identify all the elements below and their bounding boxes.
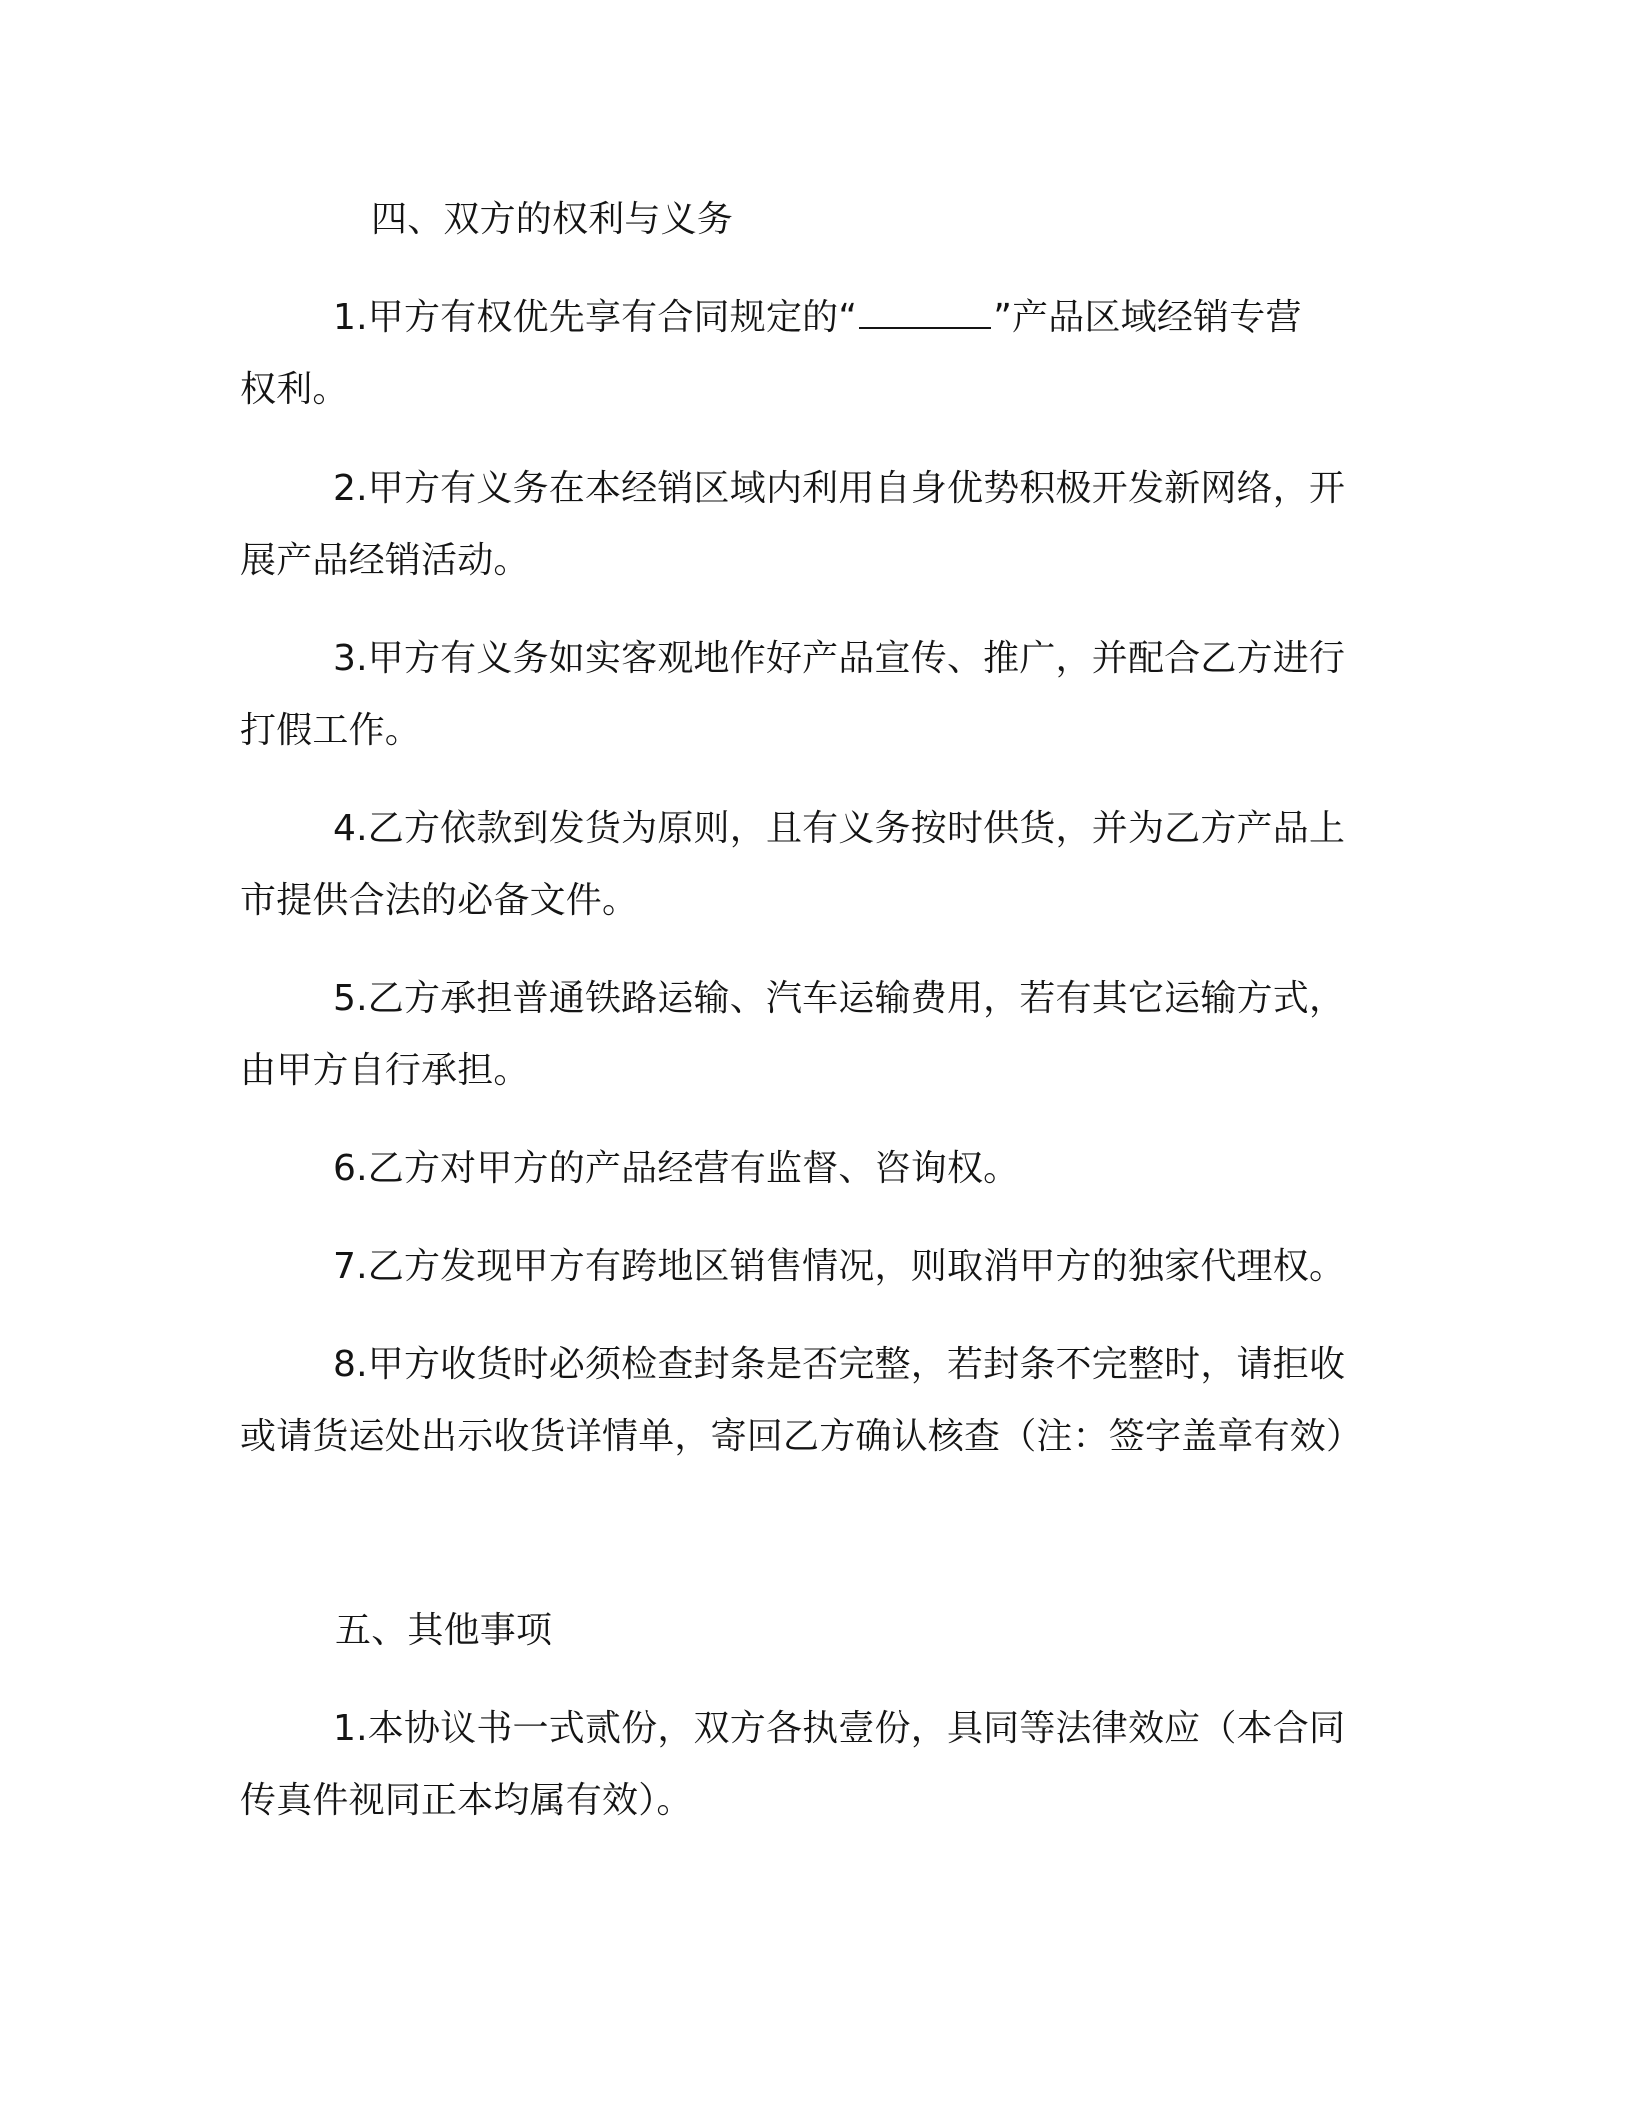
section-5-item-1-line-2: 传真件视同正本均属有效）。 — [240, 1780, 693, 1821]
item-6-line-1: 6.乙方对甲方的产品经营有监督、咨询权。 — [333, 1148, 1020, 1189]
item-4-line-1: 4.乙方依款到发货为原则，且有义务按时供货，并为乙方产品上 — [333, 808, 1346, 849]
section-5-item-1-line-1: 1.本协议书一式贰份，双方各执壹份，具同等法律效应（本合同 — [333, 1708, 1346, 1749]
item-4-line-2: 市提供合法的必备文件。 — [240, 880, 639, 921]
item-1-line-2: 权利。 — [240, 369, 349, 410]
fill-in-blank — [859, 297, 991, 329]
item-5-line-2: 由甲方自行承担。 — [240, 1050, 530, 1091]
item-8-line-2: 或请货运处出示收货详情单，寄回乙方确认核查（注：签字盖章有效） — [240, 1416, 1363, 1457]
item-3-line-1: 3.甲方有义务如实客观地作好产品宣传、推广，并配合乙方进行 — [333, 638, 1346, 679]
item-2-line-2: 展产品经销活动。 — [240, 540, 530, 581]
item-1-line-1 — [333, 296, 1302, 340]
item-7-line-1: 7.乙方发现甲方有跨地区销售情况，则取消甲方的独家代理权。 — [333, 1246, 1346, 1287]
item-5-line-1: 5.乙方承担普通铁路运输、汽车运输费用，若有其它运输方式， — [333, 978, 1346, 1019]
item-2-line-1: 2.甲方有义务在本经销区域内利用自身优势积极开发新网络，开 — [333, 468, 1346, 509]
item-1-text-after: ”产品区域经销专营 — [993, 297, 1302, 338]
item-8-line-1: 8.甲方收货时必须检查封条是否完整，若封条不完整时，请拒收 — [333, 1344, 1346, 1385]
item-1-text-before: 1.甲方有权优先享有合同规定的“ — [333, 297, 858, 338]
section-4-heading: 四、双方的权利与义务 — [371, 199, 734, 240]
item-3-line-2: 打假工作。 — [240, 710, 422, 751]
section-5-heading: 五、其他事项 — [335, 1610, 553, 1651]
